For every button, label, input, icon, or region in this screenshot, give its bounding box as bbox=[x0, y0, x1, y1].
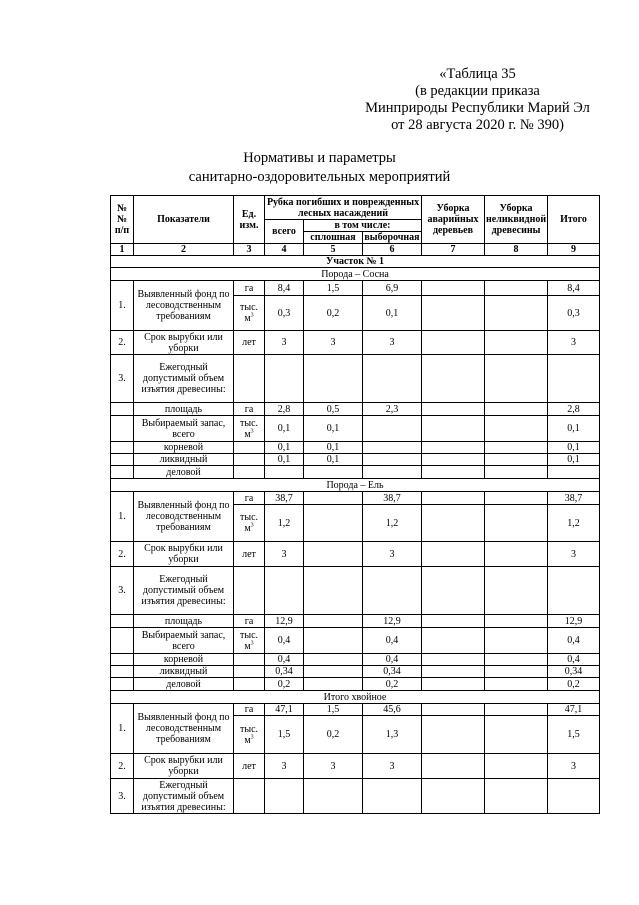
row-label: Выявленный фонд по лесоводственным требованиям bbox=[134, 281, 234, 331]
species-pine-heading: Порода – Сосна bbox=[111, 268, 600, 281]
row-label: площадь bbox=[134, 615, 234, 628]
row-label: ликвидный bbox=[134, 454, 234, 466]
value-cell: 0,34 bbox=[548, 666, 600, 678]
value-cell bbox=[485, 296, 548, 331]
value-cell: 0,1 bbox=[548, 416, 600, 442]
row-label: Срок вырубки или уборки bbox=[134, 331, 234, 355]
value-cell: 0,2 bbox=[548, 678, 600, 691]
value-cell: 0,2 bbox=[265, 678, 304, 691]
row-number: 3. bbox=[111, 567, 134, 615]
value-cell bbox=[485, 716, 548, 754]
row-label: Выбираемый запас, всего bbox=[134, 628, 234, 654]
section-title: Участок № 1 bbox=[111, 256, 600, 268]
value-cell bbox=[422, 654, 485, 666]
header-indicators: Показатели bbox=[134, 196, 234, 244]
table-row bbox=[111, 779, 600, 814]
table-row bbox=[111, 454, 600, 466]
unit-cell: га bbox=[234, 492, 265, 505]
row-number: 1. bbox=[111, 704, 134, 754]
row-label: Срок вырубки или уборки bbox=[134, 754, 234, 779]
row-label: ликвидный bbox=[134, 666, 234, 678]
unit-cell: тыс. $м^3$ bbox=[234, 416, 265, 442]
unit-cell: тыс. $м^3$ bbox=[234, 505, 265, 542]
unit-cell: тыс. $м^3$ bbox=[234, 296, 265, 331]
table-row bbox=[111, 466, 600, 479]
value-cell: 3 bbox=[304, 331, 363, 355]
row-label: деловой bbox=[134, 466, 234, 479]
value-cell: 1,2 bbox=[548, 505, 600, 542]
table-row bbox=[111, 281, 600, 296]
col-number: 6 bbox=[363, 244, 422, 256]
value-cell bbox=[485, 281, 548, 296]
value-cell: 0,34 bbox=[363, 666, 422, 678]
conifer-total-heading: Итого хвойное bbox=[111, 691, 600, 704]
value-cell: 0,5 bbox=[304, 403, 363, 416]
col-number: 3 bbox=[234, 244, 265, 256]
header-total: Итого bbox=[548, 196, 600, 244]
value-cell bbox=[304, 628, 363, 654]
value-cell: 12,9 bbox=[363, 615, 422, 628]
value-cell bbox=[304, 492, 363, 505]
row-number: 2. bbox=[111, 331, 134, 355]
header-felling: Рубка погибших и поврежденных лесных насаждений bbox=[265, 196, 422, 220]
col-number: 1 bbox=[111, 244, 134, 256]
table-row bbox=[111, 754, 600, 779]
value-cell bbox=[485, 654, 548, 666]
value-cell: 2,8 bbox=[548, 403, 600, 416]
value-cell bbox=[422, 331, 485, 355]
table-row bbox=[111, 492, 600, 505]
title-line-1: Нормативы и параметры bbox=[243, 150, 396, 166]
unit-cell: га bbox=[234, 615, 265, 628]
table-row bbox=[111, 615, 600, 628]
value-cell bbox=[485, 416, 548, 442]
order-date: от 28 августа 2020 г. № 390) bbox=[391, 117, 564, 133]
value-cell: 45,6 bbox=[363, 704, 422, 716]
value-cell: 12,9 bbox=[265, 615, 304, 628]
col-number: 5 bbox=[304, 244, 363, 256]
value-cell: 38,7 bbox=[363, 492, 422, 505]
value-cell bbox=[485, 505, 548, 542]
value-cell: 0,4 bbox=[548, 654, 600, 666]
value-cell: 8,4 bbox=[265, 281, 304, 296]
value-cell bbox=[548, 466, 600, 479]
value-cell: 1,3 bbox=[363, 716, 422, 754]
norms-table bbox=[110, 195, 600, 814]
value-cell: 38,7 bbox=[265, 492, 304, 505]
table-row bbox=[111, 542, 600, 567]
unit-cell: лет bbox=[234, 331, 265, 355]
column-numbers-row bbox=[111, 244, 600, 256]
value-cell: 1,5 bbox=[304, 704, 363, 716]
value-cell: 0,4 bbox=[265, 654, 304, 666]
value-cell bbox=[422, 505, 485, 542]
value-cell: 47,1 bbox=[265, 704, 304, 716]
row-label: Ежегодный допустимый объем изъятия древесины: bbox=[134, 355, 234, 403]
header-num: № № п/п bbox=[111, 196, 134, 244]
value-cell: 3 bbox=[548, 542, 600, 567]
title-line-2: санитарно-оздоровительных мероприятий bbox=[188, 169, 451, 185]
table-row bbox=[111, 704, 600, 716]
value-cell bbox=[485, 666, 548, 678]
value-cell bbox=[485, 331, 548, 355]
value-cell: 0,1 bbox=[265, 454, 304, 466]
table-row bbox=[111, 442, 600, 454]
table-row bbox=[111, 416, 600, 442]
table-row bbox=[111, 654, 600, 666]
row-label: Выявленный фонд по лесоводственным требованиям bbox=[134, 492, 234, 542]
value-cell: 3 bbox=[265, 542, 304, 567]
value-cell bbox=[304, 542, 363, 567]
row-label: Срок вырубки или уборки bbox=[134, 542, 234, 567]
value-cell bbox=[422, 454, 485, 466]
value-cell bbox=[485, 492, 548, 505]
table-row bbox=[111, 403, 600, 416]
value-cell bbox=[422, 442, 485, 454]
header-selective: выборочная bbox=[364, 232, 420, 243]
row-label: площадь bbox=[134, 403, 234, 416]
value-cell: 12,9 bbox=[548, 615, 600, 628]
value-cell: 47,1 bbox=[548, 704, 600, 716]
row-label: деловой bbox=[134, 678, 234, 691]
row-number: 2. bbox=[111, 754, 134, 779]
value-cell: 38,7 bbox=[548, 492, 600, 505]
value-cell: 0,34 bbox=[265, 666, 304, 678]
value-cell bbox=[485, 704, 548, 716]
row-number: 3. bbox=[111, 779, 134, 814]
value-cell bbox=[422, 754, 485, 779]
unit-cell: тыс. $м^3$ bbox=[234, 628, 265, 654]
table-number: «Таблица 35 bbox=[439, 66, 516, 82]
value-cell bbox=[422, 403, 485, 416]
value-cell bbox=[422, 416, 485, 442]
value-cell bbox=[422, 666, 485, 678]
value-cell: 1,2 bbox=[265, 505, 304, 542]
header-illiquid: Уборка неликвидной древесины bbox=[485, 196, 548, 244]
value-cell bbox=[422, 492, 485, 505]
row-number: 1. bbox=[111, 281, 134, 331]
row-number: 2. bbox=[111, 542, 134, 567]
value-cell bbox=[485, 403, 548, 416]
value-cell: 2,3 bbox=[363, 403, 422, 416]
value-cell: 0,3 bbox=[548, 296, 600, 331]
value-cell: 3 bbox=[265, 754, 304, 779]
value-cell: 0,4 bbox=[548, 628, 600, 654]
value-cell: 3 bbox=[363, 754, 422, 779]
value-cell: 0,2 bbox=[304, 296, 363, 331]
value-cell bbox=[304, 466, 363, 479]
value-cell bbox=[422, 281, 485, 296]
value-cell: 1,2 bbox=[363, 505, 422, 542]
unit-cell: га bbox=[234, 281, 265, 296]
value-cell bbox=[304, 678, 363, 691]
edition-note: (в редакции приказа bbox=[415, 83, 540, 99]
value-cell: 0,4 bbox=[363, 654, 422, 666]
value-cell bbox=[363, 416, 422, 442]
value-cell: 0,2 bbox=[304, 716, 363, 754]
value-cell bbox=[422, 466, 485, 479]
value-cell: 0,1 bbox=[265, 442, 304, 454]
species-spruce-heading: Порода – Ель bbox=[111, 479, 600, 492]
unit-cell: га bbox=[234, 403, 265, 416]
value-cell bbox=[422, 542, 485, 567]
col-number: 2 bbox=[134, 244, 234, 256]
row-label: Ежегодный допустимый объем изъятия древесины: bbox=[134, 779, 234, 814]
value-cell: 0,1 bbox=[265, 416, 304, 442]
unit-cell: тыс. $м^3$ bbox=[234, 716, 265, 754]
col-number: 8 bbox=[485, 244, 548, 256]
table-row bbox=[111, 331, 600, 355]
col-number: 7 bbox=[422, 244, 485, 256]
value-cell: 0,1 bbox=[363, 296, 422, 331]
row-label: Выбираемый запас, всего bbox=[134, 416, 234, 442]
value-cell: 3 bbox=[548, 754, 600, 779]
value-cell bbox=[422, 704, 485, 716]
value-cell: 1,5 bbox=[304, 281, 363, 296]
table-row bbox=[111, 355, 600, 403]
value-cell bbox=[304, 505, 363, 542]
value-cell: 3 bbox=[548, 331, 600, 355]
col-number: 9 bbox=[548, 244, 600, 256]
row-label: Выявленный фонд по лесоводственным требованиям bbox=[134, 704, 234, 754]
header-solid: сплошная bbox=[304, 232, 363, 244]
value-cell: 3 bbox=[363, 331, 422, 355]
table-row bbox=[111, 678, 600, 691]
value-cell: 2,8 bbox=[265, 403, 304, 416]
value-cell: 3 bbox=[304, 754, 363, 779]
value-cell: 6,9 bbox=[363, 281, 422, 296]
row-number: 3. bbox=[111, 355, 134, 403]
ministry-name: Минприроды Республики Марий Эл bbox=[365, 100, 590, 116]
value-cell bbox=[422, 678, 485, 691]
value-cell: 0,1 bbox=[304, 454, 363, 466]
value-cell: 1,5 bbox=[548, 716, 600, 754]
value-cell: 0,4 bbox=[265, 628, 304, 654]
amendment-note bbox=[355, 66, 600, 134]
col-number: 4 bbox=[265, 244, 304, 256]
value-cell: 0,4 bbox=[363, 628, 422, 654]
document-title bbox=[0, 149, 639, 187]
value-cell bbox=[485, 442, 548, 454]
value-cell: 0,3 bbox=[265, 296, 304, 331]
value-cell bbox=[363, 466, 422, 479]
value-cell bbox=[485, 466, 548, 479]
unit-cell: га bbox=[234, 704, 265, 716]
value-cell bbox=[422, 296, 485, 331]
value-cell bbox=[363, 442, 422, 454]
value-cell bbox=[485, 754, 548, 779]
value-cell: 0,1 bbox=[548, 454, 600, 466]
value-cell: 8,4 bbox=[548, 281, 600, 296]
table-row bbox=[111, 666, 600, 678]
value-cell: 0,1 bbox=[304, 416, 363, 442]
value-cell bbox=[304, 666, 363, 678]
header-including: в том числе: bbox=[304, 220, 422, 232]
value-cell bbox=[485, 628, 548, 654]
value-cell: 0,1 bbox=[304, 442, 363, 454]
row-label: корневой bbox=[134, 442, 234, 454]
unit-cell: лет bbox=[234, 754, 265, 779]
value-cell: 0,2 bbox=[363, 678, 422, 691]
value-cell: 1,5 bbox=[265, 716, 304, 754]
value-cell bbox=[422, 615, 485, 628]
header-unit: Ед. изм. bbox=[234, 196, 265, 244]
table-row bbox=[111, 628, 600, 654]
row-label: корневой bbox=[134, 654, 234, 666]
value-cell bbox=[422, 716, 485, 754]
value-cell bbox=[422, 628, 485, 654]
row-number: 1. bbox=[111, 492, 134, 542]
unit-cell: лет bbox=[234, 542, 265, 567]
header-total-all: всего bbox=[265, 220, 304, 244]
value-cell: 0,1 bbox=[548, 442, 600, 454]
value-cell bbox=[304, 615, 363, 628]
value-cell bbox=[485, 615, 548, 628]
value-cell: 3 bbox=[265, 331, 304, 355]
value-cell bbox=[485, 542, 548, 567]
header-emergency: Уборка аварийных деревьев bbox=[422, 196, 485, 244]
value-cell bbox=[485, 454, 548, 466]
table-row bbox=[111, 567, 600, 615]
value-cell bbox=[304, 654, 363, 666]
value-cell bbox=[363, 454, 422, 466]
value-cell: 3 bbox=[363, 542, 422, 567]
row-label: Ежегодный допустимый объем изъятия древесины: bbox=[134, 567, 234, 615]
value-cell bbox=[265, 466, 304, 479]
value-cell bbox=[485, 678, 548, 691]
